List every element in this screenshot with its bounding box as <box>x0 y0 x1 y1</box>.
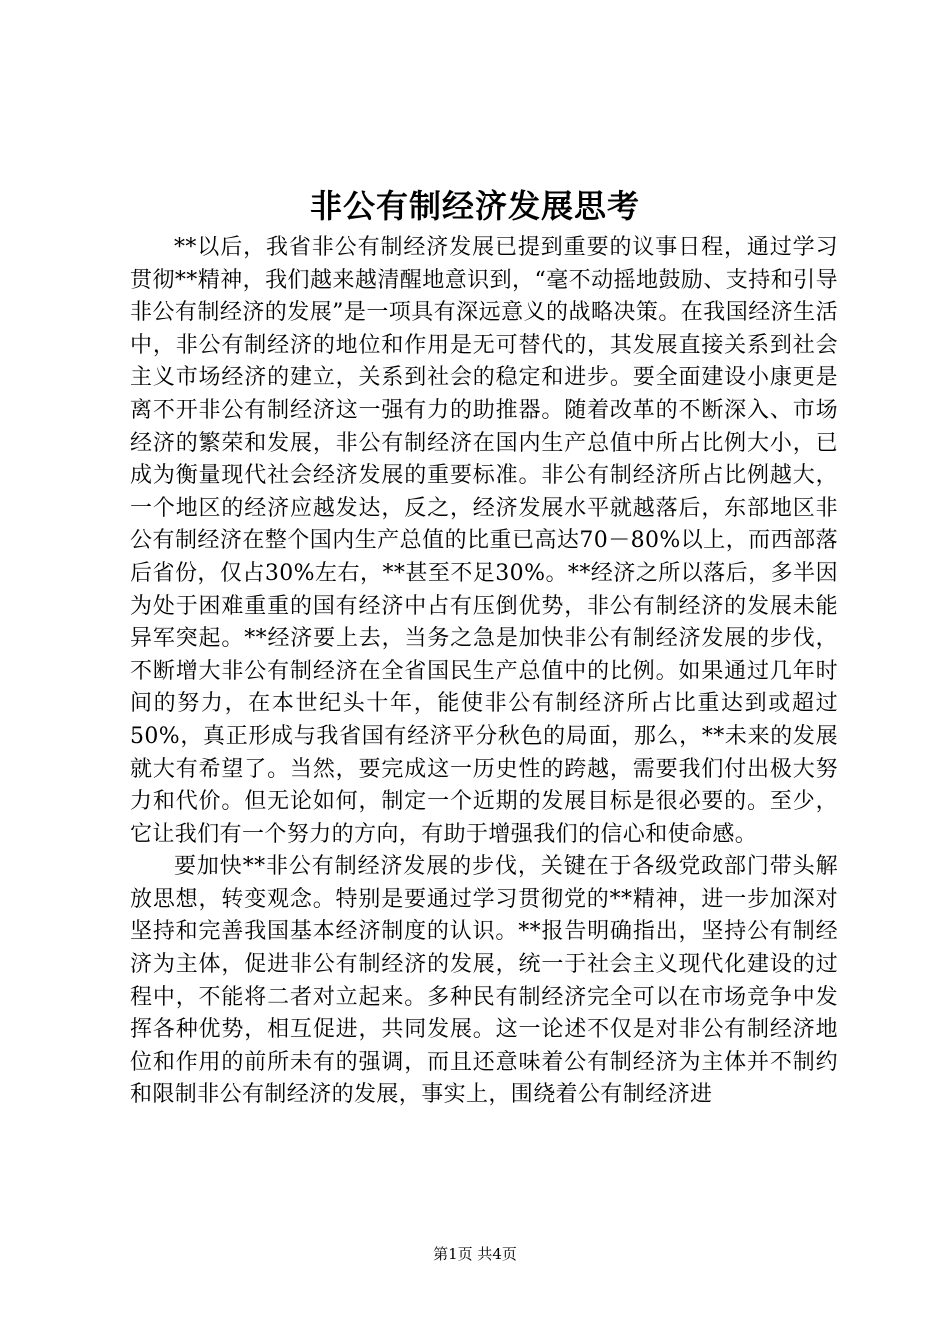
document-title: 非公有制经济发展思考 <box>309 187 640 225</box>
paragraph: 要加快**非公有制经济发展的步伐，关键在于各级党政部门带头解放思想，转变观念。特别是要通过学习贯彻党的**精神，进一步加深对坚持和完善我国基本经济制度的认识。**报告明确指出，坚持公有制经济为主体，促进非公有制经济的发展，统一于社会主义现代化建设的过程中，不能将二者对立起来。多种民有制经济完全可以在市场竞争中发挥各种优势，相互促进，共同发展。这一论述不仅是对非公有制经济地位和作用的前所未有的强调，而且还意味着公有制经济为主体并不制约和限制非公有制经济的发展，事实上，围绕着公有制经济进 <box>130 854 838 1108</box>
paragraph: **以后，我省非公有制经济发展已提到重要的议事日程，通过学习贯彻**精神，我们越来越清醒地意识到，“毫不动摇地鼓励、支持和引导非公有制经济的发展”是一项具有深远意义的战略决策。在我国经济生活中，非公有制经济的地位和作用是无可替代的，其发展直接关系到社会主义市场经济的建立，关系到社会的稳定和进步。要全面建设小康更是离不开非公有制经济这一强有力的助推器。随着改革的不断深入、市场经济的繁荣和发展，非公有制经济在国内生产总值中所占比例大小，已成为衡量现代社会经济发展的重要标准。非公有制经济所占比例越大，一个地区的经济应越发达，反之，经济发展水平就越落后，东部地区非公有制经济在整个国内生产总值的比重已高达70－80%以上，而西部落后省份，仅占30%左右，**甚至不足30%。**经济之所以落后，多半因为处于困难重重的国有经济中占有压倒优势，非公有制经济的发展未能异军突起。**经济要上去，当务之急是加快非公有制经济发展的步伐，不断增大非公有制经济在全省国民生产总值中的比例。如果通过几年时间的努力，在本世纪头十年，能使非公有制经济所占比重达到或超过50%，真正形成与我省国有经济平分秋色的局面，那么，**未来的发展就大有希望了。当然，要完成这一历史性的跨越，需要我们付出极大努力和代价。但无论如何，制定一个近期的发展目标是很必要的。至少，它让我们有一个努力的方向，有助于增强我们的信心和使命感。 <box>130 235 838 847</box>
page-number: 第1页 共4页 <box>433 1245 517 1263</box>
document-body <box>130 232 838 1112</box>
